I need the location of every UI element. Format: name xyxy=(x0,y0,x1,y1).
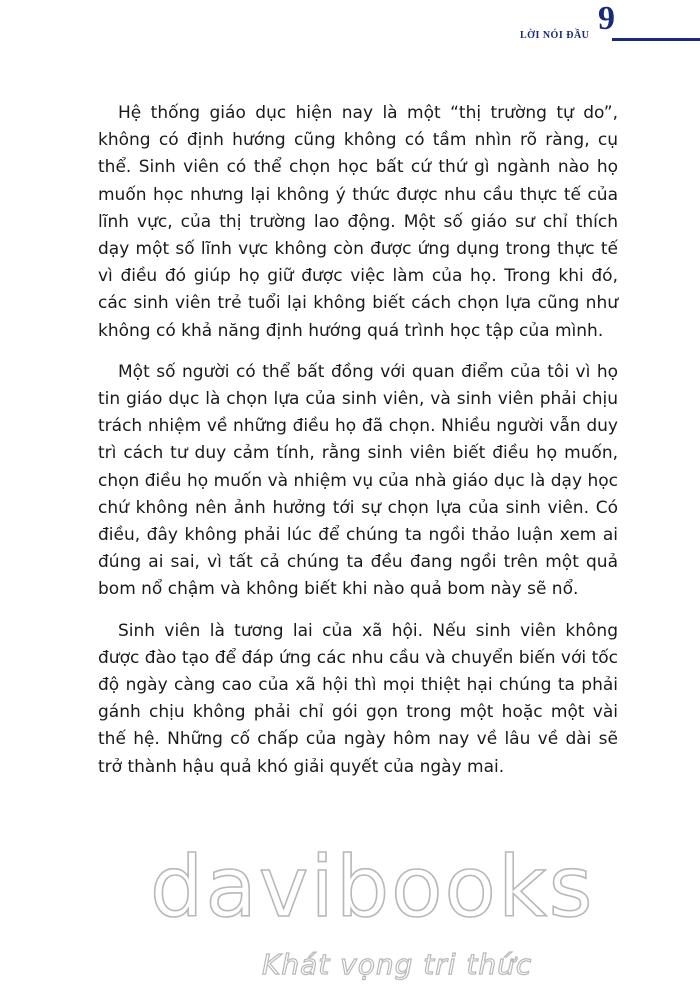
watermark-tagline: Khát vọng tri thức xyxy=(262,948,533,981)
paragraph-2: Một số người có thể bất đồng với quan điểm của tôi vì họ tin giáo dục là chọn lựa của sinh viên, và sinh viên phải chịu trách nhiệm về những điều họ đã chọn. Nhiều người vẫn duy trì cách tư duy cảm tính, rằng sinh viên biết điều họ muốn, chọn điều họ muốn và nhiệm vụ của nhà giáo dục là dạy học chứ không nên ảnh hưởng tới sự chọn lựa của sinh viên. Có điều, đây không phải lúc để chúng ta ngồi thảo luận xem ai đúng ai sai, vì tất cả chúng ta đều đang ngồi trên một quả bom nổ chậm và không biết khi nào quả bom này sẽ nổ. xyxy=(98,361,618,600)
section-label: LỜI NÓI ĐẦU xyxy=(520,30,590,41)
paragraph-3: Sinh viên là tương lai của xã hội. Nếu sinh viên không được đào tạo để đáp ứng các nhu cầu và chuyển biến với tốc độ ngày càng cao của xã hội thì mọi thiệt hại chúng ta phải gánh chịu không phải chỉ gói gọn trong một hoặc một vài thế hệ. Những cố chấp của ngày hôm nay về lâu về dài sẽ trở thành hậu quả khó giải quyết của ngày mai. xyxy=(98,620,618,777)
header-rule xyxy=(612,38,700,41)
paragraph-1: Hệ thống giáo dục hiện nay là một “thị trường tự do”, không có định hướng cũng không có tầm nhìn rõ ràng, cụ thể. Sinh viên có thể chọn học bất cứ thứ gì ngành nào họ muốn học nhưng lại không ý thức được nhu cầu thực tế của lĩnh vực, của thị trường lao động. Một số giáo sư chỉ thích dạy một số lĩnh vực không còn được ứng dụng trong thực tế vì điều đó giúp họ giữ được việc làm của họ. Trong khi đó, các sinh viên trẻ tuổi lại không biết cách chọn lựa cũng như không có khả năng định hướng quá trình học tập của mình. xyxy=(98,103,618,341)
watermark-brand: davibooks xyxy=(150,838,595,936)
page-number: 9 xyxy=(598,0,615,37)
body-text xyxy=(98,100,618,795)
